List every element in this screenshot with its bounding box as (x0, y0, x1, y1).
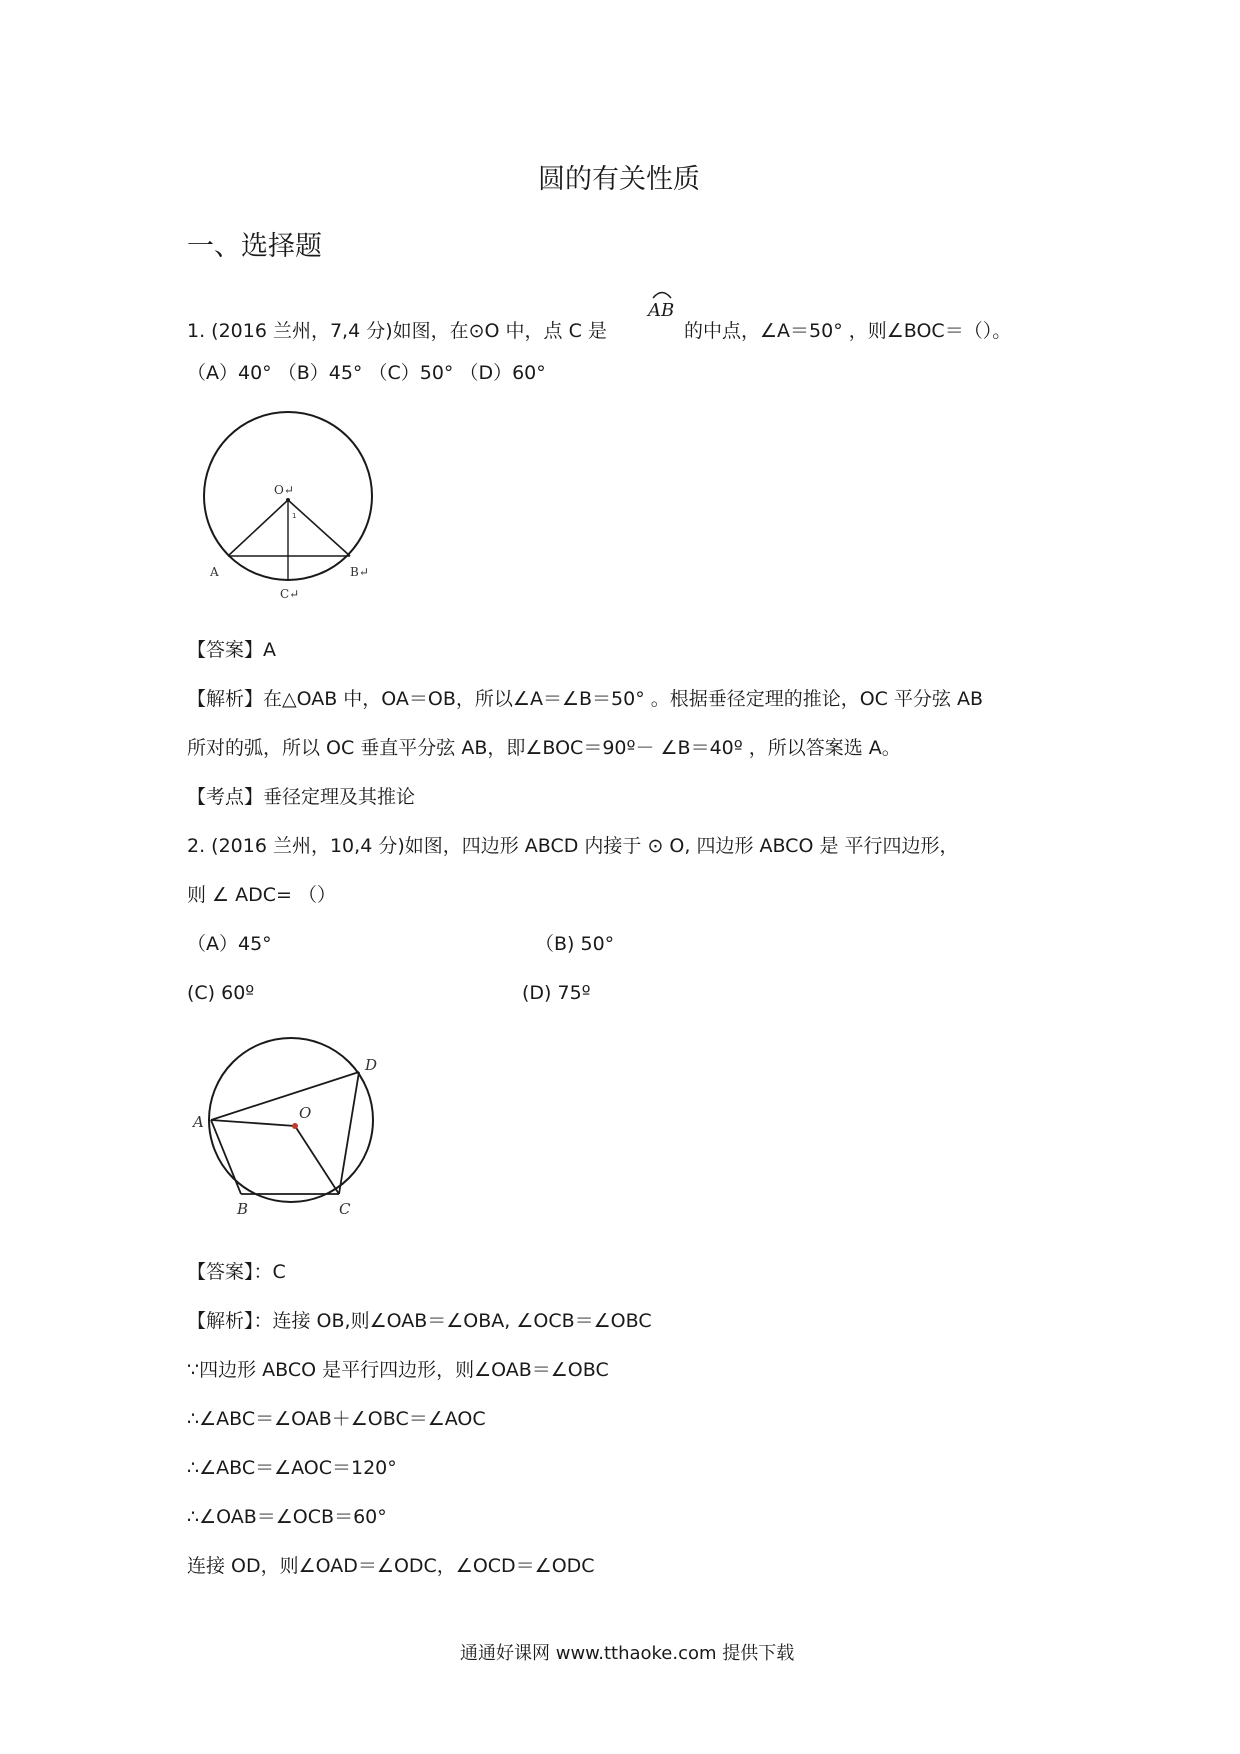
q1-label-1: 1 (292, 512, 297, 520)
q2-answer: 【答案】：C (187, 1261, 286, 1283)
q2-option-a: （A）45° (187, 933, 272, 955)
q2-label-d: D (365, 1056, 378, 1074)
q2-analysis-line: ∴∠ABC＝∠OAB＋∠OBC＝∠AOC (187, 1408, 486, 1430)
q2-analysis-line: 连接 OD，则∠OAD＝∠ODC，∠OCD＝∠ODC (187, 1555, 595, 1577)
q1-label-o: O↵ (274, 483, 294, 497)
q2-analysis-line: ∴∠ABC＝∠AOC＝120° (187, 1457, 397, 1479)
arc-ab-notation (648, 288, 675, 324)
q2-analysis-line: 【解析】：连接 OB,则∠OAB＝∠OBA, ∠OCB＝∠OBC (187, 1310, 652, 1332)
q2-option-b: （B) 50° (535, 933, 615, 955)
page-title: 圆的有关性质 (538, 164, 700, 195)
q2-label-a: A (193, 1113, 204, 1131)
q2-circle-figure (195, 1028, 395, 1218)
q2-option-c: (C) 60º (187, 982, 255, 1004)
q1-stem-part1: 1. (2016 兰州，7,4 分)如图，在⊙O 中，点 C 是 (187, 320, 607, 342)
q2-stem-line2: 则 ∠ ADC= （） (187, 884, 336, 906)
q1-answer: 【答案】A (187, 639, 276, 661)
q1-stem-part2: 的中点，∠A＝50° ，则∠BOC＝（）。 (684, 320, 1012, 342)
section-heading: 一、选择题 (187, 231, 322, 262)
q2-analysis-line: ∵四边形 ABCO 是平行四边形，则∠OAB＝∠OBC (187, 1359, 609, 1381)
arc-symbol-icon (650, 288, 674, 300)
q1-options: （A）40° （B）45° （C）50° （D）60° (187, 362, 546, 384)
q2-label-b: B (237, 1200, 249, 1218)
q2-analysis-line: ∴∠OAB＝∠OCB＝60° (187, 1506, 387, 1528)
arc-ab-label: AB (648, 300, 675, 321)
q2-option-d: (D) 75º (522, 982, 591, 1004)
page-footer: 通通好课网 www.tthaoke.com 提供下载 (460, 1643, 795, 1664)
q2-label-o: O (299, 1104, 312, 1122)
q1-analysis-line2: 所对的弧，所以 OC 垂直平分弦 AB，即∠BOC＝90º－ ∠B＝40º ，所以答案选 A。 (187, 737, 901, 759)
q1-analysis-line1: 【解析】在△OAB 中，OA＝OB，所以∠A＝∠B＝50° 。根据垂径定理的推论，OC 平分弦 AB (187, 688, 984, 710)
q2-stem-line1: 2. (2016 兰州，10,4 分)如图，四边形 ABCD 内接于 ⊙ O, 四边形 ABCO 是 平行四边形， (187, 835, 959, 857)
q1-label-c: C↵ (280, 587, 300, 601)
q1-circle-figure (198, 408, 378, 608)
q2-label-c: C (339, 1200, 351, 1218)
q1-label-a: A (210, 565, 219, 579)
q1-key-point: 【考点】垂径定理及其推论 (187, 786, 416, 808)
q1-label-b: B↵ (350, 565, 369, 579)
